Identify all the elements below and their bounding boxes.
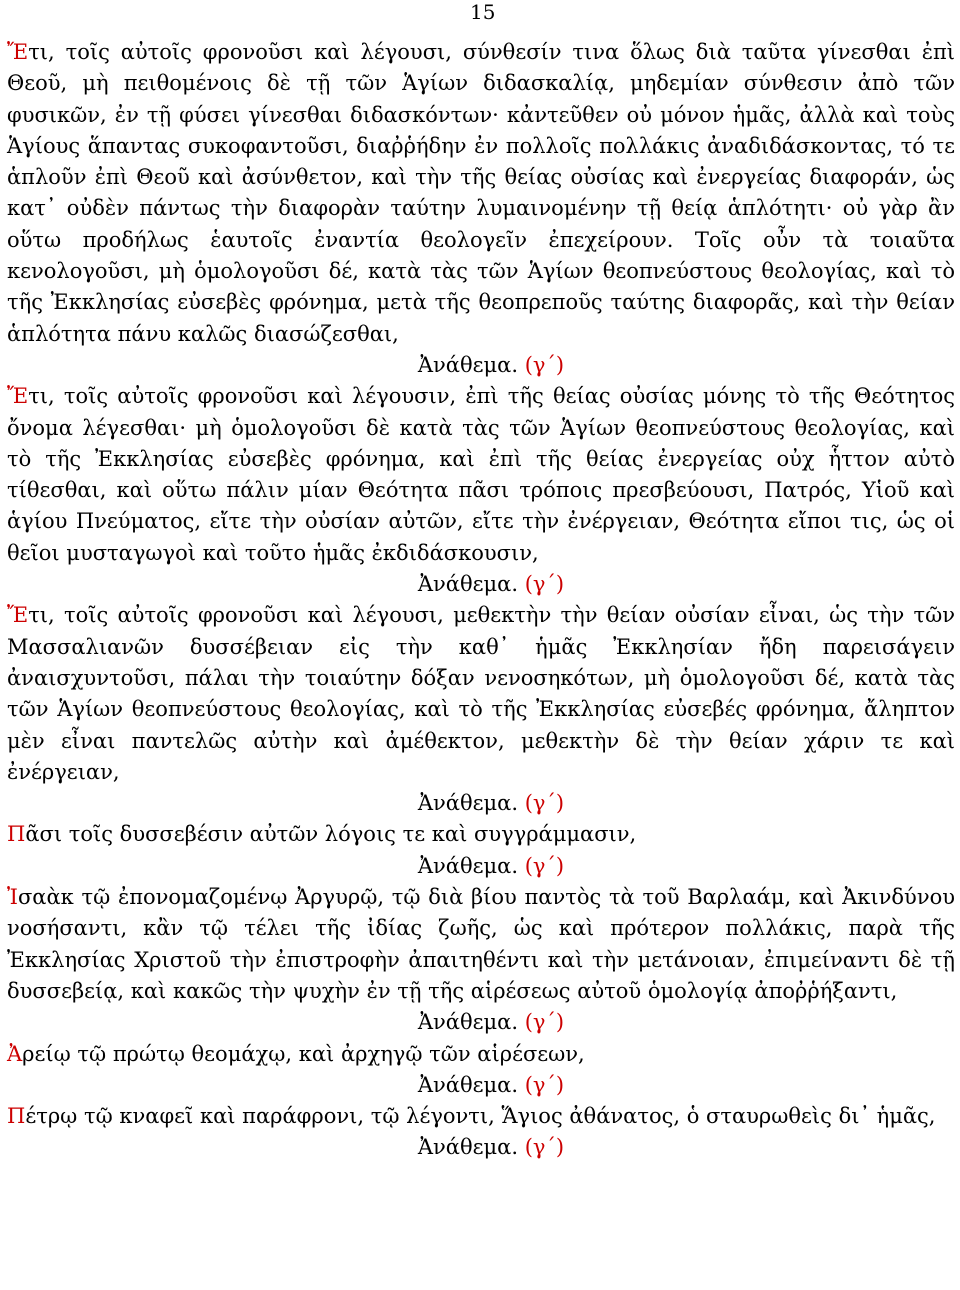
anathema-line bbox=[7, 1007, 955, 1038]
paragraph-text: ᾶσι τοῖς δυσσεβέσιν αὐτῶν λόγοις τε καὶ συγγράμμασιν, bbox=[25, 822, 637, 847]
repeat-marker: (γ´) bbox=[524, 1135, 565, 1160]
rubric-initial: Ἔ bbox=[7, 603, 29, 628]
anathema-block-1 bbox=[7, 37, 955, 381]
anathema-block-7 bbox=[7, 1101, 955, 1164]
anathema-line bbox=[7, 350, 955, 381]
paragraph-text: τι, τοῖς αὐτοῖς φρονοῦσι καὶ λέγουσι, σύνθεσίν τινα ὅλως διὰ ταῦτα γίνεσθαι ἐπὶ Θεοῦ, μὴ πειθομένοις δὲ τῇ τῶν Ἁγίων διδασκαλίᾳ, μηδεμίαν σύνθεσιν ἀπὸ τῶν φυσικῶν, ἐν τῇ φύσει γίνεσθαι διδασκόντων· κἀντεῦθεν οὐ μόνον ἡμᾶς, ἀλλὰ καὶ τοὺς Ἁγίους ἅπαντας συκοφαντοῦσι, διαῤῥήδην ἐν πολλοῖς πολλάκις ἀναδιδάσκοντας, τό τε ἁπλοῦν ἐπὶ Θεοῦ καὶ ἀσύνθετον, καὶ τὴν τῆς θείας οὐσίας καὶ ἐνεργείας διαφοράν, ὡς κατ᾽ οὐδὲν πάντως τὴν διαφορὰν ταύτην λυμαινομένην τῇ θείᾳ ἁπλότητι· οὐ γὰρ ἂν οὕτω προδήλως ἑαυτοῖς ἐναντία θεολογεῖν ἐπεχείρουν. Τοῖς οὖν τὰ τοιαῦτα κενολογοῦσι, μὴ ὁμολογοῦσι δέ, κατὰ τὰς τῶν Ἁγίων θεοπνεύστους θεολογίας, καὶ τὸ τῆς Ἐκκλησίας εὐσεβὲς φρόνημα, μετὰ τῆς θεοπρεποῦς ταύτης διαφορᾶς, καὶ τὴν θείαν ἁπλότητα πάνυ καλῶς διασώζεσθαι, bbox=[7, 40, 955, 346]
anathema-line bbox=[7, 569, 955, 600]
anathema-word: Ἀνάθεμα. bbox=[417, 791, 518, 816]
repeat-marker: (γ´) bbox=[524, 791, 565, 816]
repeat-marker: (γ´) bbox=[524, 352, 565, 377]
anathema-word: Ἀνάθεμα. bbox=[417, 352, 518, 377]
paragraph bbox=[7, 882, 955, 1007]
rubric-initial: Ἔ bbox=[7, 384, 29, 409]
repeat-marker: (γ´) bbox=[524, 853, 565, 878]
paragraph bbox=[7, 1101, 955, 1132]
anathema-block-3 bbox=[7, 600, 955, 819]
document-body bbox=[7, 37, 955, 1164]
paragraph-text: τι, τοῖς αὐτοῖς φρονοῦσι καὶ λέγουσι, μεθεκτὴν τὴν θείαν οὐσίαν εἶναι, ὡς τὴν τῶν Μασσαλιανῶν δυσσέβειαν εἰς τὴν καθ᾽ ἡμᾶς Ἐκκλησίαν ἤδη παρεισάγειν ἀναισχυντοῦσι, πάλαι τὴν τοιαύτην δόξαν νενοσηκότων, μὴ ὁμολογοῦσι δέ, κατὰ τὰς τῶν Ἁγίων θεοπνεύστους θεολογίας, καὶ τὸ τῆς Ἐκκλησίας εὐσεβές φρόνημα, ἄληπτον μὲν εἶναι παντελῶς αὐτὴν καὶ ἀμέθεκτον, μεθεκτὴν δὲ τὴν θείαν χάριν τε καὶ ἐνέργειαν, bbox=[7, 603, 955, 784]
paragraph-text: ρείῳ τῷ πρώτῳ θεομάχῳ, καὶ ἀρχηγῷ τῶν αἱρέσεων, bbox=[22, 1041, 585, 1066]
anathema-line bbox=[7, 1132, 955, 1163]
repeat-marker: (γ´) bbox=[524, 1010, 565, 1035]
anathema-word: Ἀνάθεμα. bbox=[417, 853, 518, 878]
anathema-line bbox=[7, 851, 955, 882]
page-number: 15 bbox=[470, 0, 496, 24]
rubric-initial: Ἀ bbox=[7, 1041, 23, 1066]
anathema-word: Ἀνάθεμα. bbox=[417, 1010, 518, 1035]
rubric-initial: Π bbox=[7, 1104, 26, 1129]
anathema-word: Ἀνάθεμα. bbox=[417, 1072, 518, 1097]
anathema-line bbox=[7, 788, 955, 819]
paragraph-text: σαὰκ τῷ ἐπονομαζομένῳ Ἀργυρῷ, τῷ διὰ βίου παντὸς τὰ τοῦ Βαρλαάμ, καὶ Ἀκινδύνου νοσήσαντι, κἂν τῷ τέλει τῆς ἰδίας ζωῆς, ὡς καὶ πρότερον πολλάκις, παρὰ τῆς Ἐκκλησίας Χριστοῦ τὴν ἐπιστροφὴν ἀπαιτηθέντι καὶ τὴν μετάνοιαν, ἐπιμείναντι δὲ τῇ δυσσεβείᾳ, καὶ κακῶς τὴν ψυχὴν ἐν τῇ τῆς αἱρέσεως αὐτοῦ ὁμολογίᾳ ἀποῤῥήξαντι, bbox=[7, 885, 955, 1003]
repeat-marker: (γ´) bbox=[524, 572, 565, 597]
anathema-word: Ἀνάθεμα. bbox=[417, 1135, 518, 1160]
anathema-block-5 bbox=[7, 882, 955, 1038]
anathema-block-2 bbox=[7, 381, 955, 600]
anathema-line bbox=[7, 1070, 955, 1101]
paragraph bbox=[7, 381, 955, 569]
paragraph-text: τι, τοῖς αὐτοῖς φρονοῦσι καὶ λέγουσιν, ἐπὶ τῆς θείας οὐσίας μόνης τὸ τῆς Θεότητος ὄνομα λέγεσθαι· μὴ ὁμολογοῦσι δὲ κατὰ τὰς τῶν Ἁγίων θεοπνεύστους θεολογίας, καὶ τὸ τῆς Ἐκκλησίας εὐσεβὲς φρόνημα, καὶ ἐπὶ τῆς θείας ἐνεργείας οὐχ ἧττον αὐτὸ τίθεσθαι, καὶ οὕτω πάλιν μίαν Θεότητα πᾶσι τρόποις πρεσβεύουσι, Πατρός, Υἱοῦ καὶ ἁγίου Πνεύματος, εἴτε τὴν οὐσίαν αὐτῶν, εἴτε τὴν ἐνέργειαν, Θεότητα εἴποι τις, ὡς οἱ θεῖοι μυσταγωγοὶ καὶ τοῦτο ἡμᾶς ἐκδιδάσκουσιν, bbox=[7, 384, 955, 565]
paragraph bbox=[7, 1039, 955, 1070]
anathema-block-6 bbox=[7, 1039, 955, 1102]
paragraph bbox=[7, 600, 955, 788]
rubric-initial: Ἔ bbox=[7, 40, 29, 64]
paragraph-text: έτρῳ τῷ κναφεῖ καὶ παράφρονι, τῷ λέγοντι, Ἅγιος ἀθάνατος, ὁ σταυρωθεὶς δι᾽ ἡμᾶς, bbox=[25, 1104, 936, 1129]
rubric-initial: Ἰ bbox=[7, 885, 18, 910]
paragraph bbox=[7, 819, 955, 850]
rubric-initial: Π bbox=[7, 822, 26, 847]
anathema-word: Ἀνάθεμα. bbox=[417, 572, 518, 597]
repeat-marker: (γ´) bbox=[524, 1072, 565, 1097]
paragraph bbox=[7, 37, 955, 350]
anathema-block-4 bbox=[7, 819, 955, 882]
